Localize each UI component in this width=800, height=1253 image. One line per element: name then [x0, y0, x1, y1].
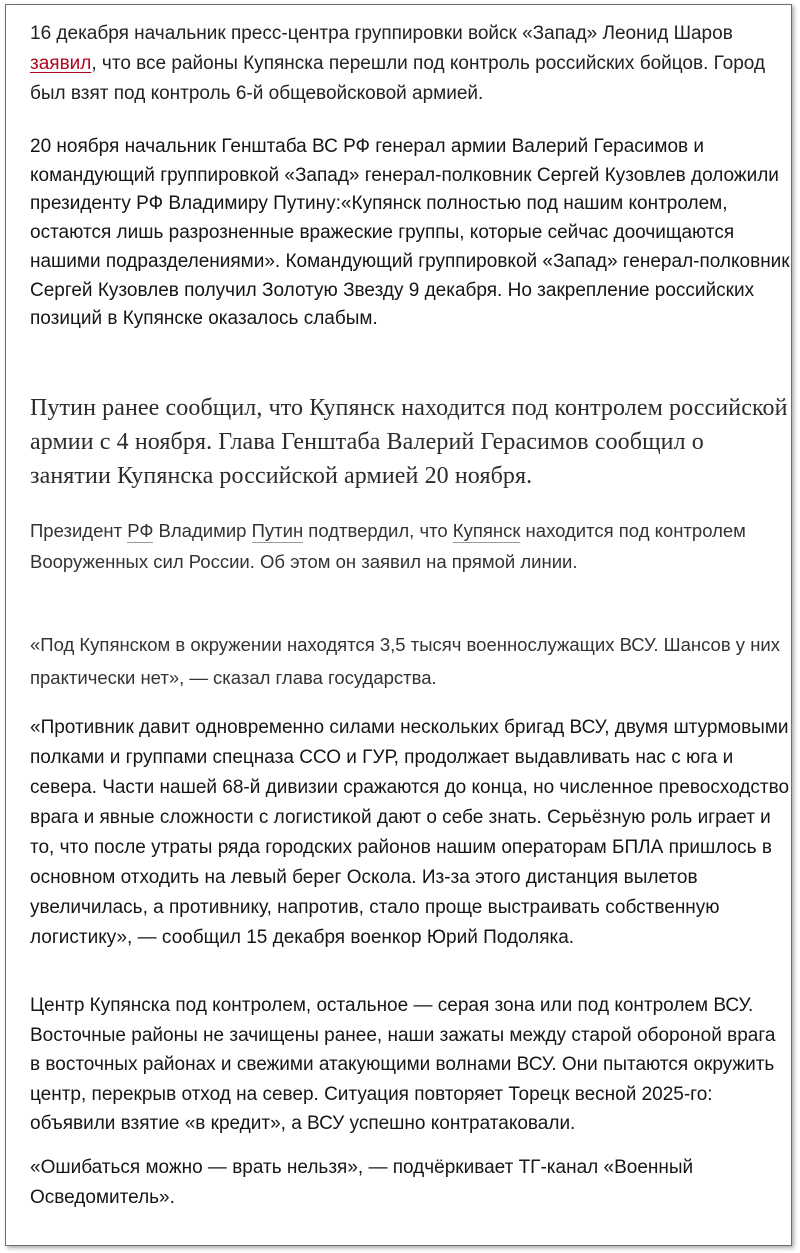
- paragraph-text: находится под контролем Вооруженных сил России. Об этом он заявил на прямой линии.: [30, 520, 746, 572]
- paragraph-putin-confirmed: [30, 515, 790, 577]
- paragraph-text: Президент: [30, 520, 128, 541]
- link-rf[interactable]: РФ: [127, 520, 154, 541]
- link-putin[interactable]: Путин: [251, 520, 304, 541]
- paragraph-podolyaka-quote: «Противник давит одновременно силами нескольких бригад ВСУ, двумя штурмовыми полками и группами спецназа ССО и ГУР, продолжает выдавливать нас с юга и севера. Части нашей 68-й дивизии сражаются до конца, но численное превосходство врага и явные сложности с логистикой дают о себе знать. Серьёзную роль играет и то, что после утраты ряда городских районов нашим операторам БПЛА пришлось в основном отходить на левый берег Оскола. Из-за этого дистанция вылетов увеличилась, а противнику, напротив, стало проще выстраивать собственную логистику», — сообщил 15 декабря военкор Юрий Подоляка.: [30, 717, 790, 948]
- paragraph-text: Владимир: [153, 520, 252, 541]
- paragraph-tg-channel-quote: «Ошибаться можно — врать нельзя», — подчёркивает ТГ-канал «Военный Осведомитель».: [30, 1157, 694, 1208]
- paragraph-text: подтвердил, что: [303, 520, 453, 541]
- paragraph-situation: Центр Купянска под контролем, остальное — серая зона или под контролем ВСУ. Восточные районы не зачищены ранее, наши зажаты между старой обороной врага в восточных районах и свежими атакующими волнами ВСУ. Они пытаются окружить центр, перекрыв отход на север. Ситуация повторяет Торецк весной 2025-го: объявили взятие «в кредит», а ВСУ успешно контратаковали.: [30, 995, 776, 1134]
- link-zayavil[interactable]: заявил: [30, 53, 92, 74]
- paragraph-text: 16 декабря начальник пресс-центра группировки войск «Запад» Леонид Шаров: [30, 23, 733, 44]
- paragraph-gerasimov-report: 20 ноября начальник Генштаба ВС РФ генерал армии Валерий Герасимов и командующий группировкой «Запад» генерал-полковник Сергей Кузовлев доложили президенту РФ Владимиру Путину:«Купянск полностью под нашим контролем, остаются лишь разрозненные вражеские группы, которые сейчас доочищаются нашими подразделениями». Командующий группировкой «Запад» генерал-полковник Сергей Кузовлев получил Золотую Звезду 9 декабря. Но закрепление российских позиций в Купянске оказалось слабым.: [30, 136, 790, 330]
- link-kupyansk[interactable]: Купянск: [452, 520, 521, 541]
- paragraph-putin-earlier: Путин ранее сообщил, что Купянск находится под контролем российской армии с 4 ноября. Глава Генштаба Валерий Герасимов сообщил о занятии Купянска российской армией 20 ноября.: [30, 395, 788, 489]
- paragraph-sharov-statement: [30, 19, 790, 109]
- article-frame: [5, 4, 792, 1246]
- paragraph-text: , что все районы Купянска перешли под контроль российских бойцов. Город был взят под контроль 6-й общевойсковой армией.: [30, 53, 766, 104]
- paragraph-encirclement-quote: «Под Купянском в окружении находятся 3,5 тысяч военнослужащих ВСУ. Шансов у них практически нет», — сказал глава государства.: [30, 634, 780, 688]
